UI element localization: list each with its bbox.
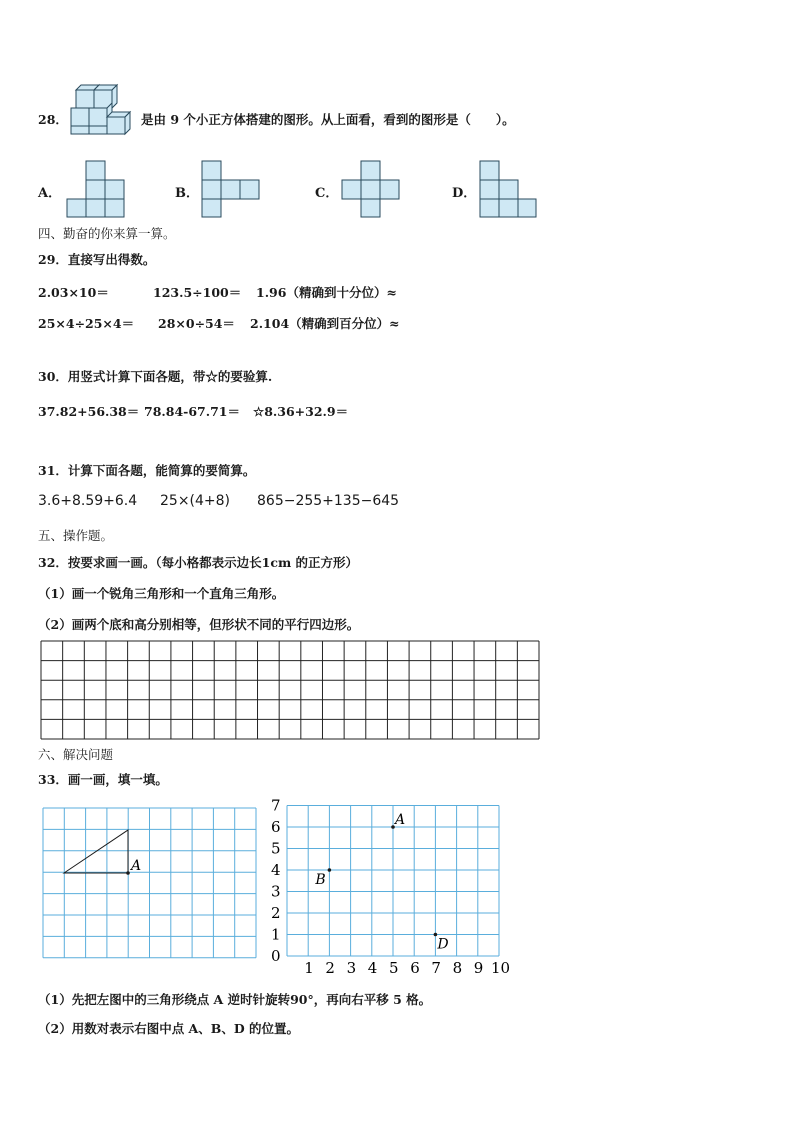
y-tick-label: 6 xyxy=(271,818,281,836)
x-tick-label: 7 xyxy=(431,959,441,977)
y-tick-label: 0 xyxy=(271,947,281,965)
q28-question: 是由 9 个小正方体搭建的图形。从上面看，看到的图形是（ ）。 xyxy=(141,112,515,127)
q30-title: 30．用竖式计算下面各题，带☆的要验算. xyxy=(38,369,273,384)
option-a-label[interactable]: A． xyxy=(38,186,62,201)
q31-item-1: 3.6+8.59+6.4 xyxy=(38,493,138,509)
option-d-figure[interactable] xyxy=(479,160,539,218)
section-5-title: 五、操作题。 xyxy=(38,528,114,543)
y-tick-label: 2 xyxy=(271,904,281,922)
q33-part-1: （1）先把左图中的三角形绕点 A 逆时针旋转90°，再向右平移 5 格。 xyxy=(38,992,432,1007)
q33-title: 33．画一画，填一填。 xyxy=(38,772,168,787)
left-triangle xyxy=(64,830,128,873)
option-d-label[interactable]: D． xyxy=(452,186,477,201)
q29-item-3: 1.96（精确到十分位）≈ xyxy=(256,285,397,300)
y-tick-label: 7 xyxy=(271,796,281,815)
q29-item-2: 123.5÷100＝ xyxy=(153,285,242,300)
x-tick-label: 10 xyxy=(491,959,511,977)
option-c-label[interactable]: C． xyxy=(315,186,339,201)
x-tick-label: 1 xyxy=(304,959,314,977)
y-tick-label: 4 xyxy=(271,861,281,879)
q32-part-2: （2）画两个底和高分别相等，但形状不同的平行四边形。 xyxy=(38,617,360,632)
option-c-figure[interactable] xyxy=(341,160,401,218)
option-b-figure[interactable] xyxy=(201,160,261,218)
q29-item-6: 2.104（精确到百分位）≈ xyxy=(250,316,400,331)
q29-title: 29．直接写出得数。 xyxy=(38,252,156,267)
coord-point-label: D xyxy=(437,936,449,953)
coord-point-label: A xyxy=(395,812,406,828)
option-a-figure[interactable] xyxy=(67,160,127,218)
left-point-a-label: A xyxy=(131,858,142,874)
x-tick-label: 6 xyxy=(410,959,420,977)
x-tick-label: 9 xyxy=(473,959,484,977)
x-tick-label: 4 xyxy=(367,959,378,977)
q30-item-3: ☆8.36+32.9＝ xyxy=(253,404,349,419)
coordinate-grid[interactable] xyxy=(266,796,511,978)
y-tick-label: 3 xyxy=(271,882,281,901)
x-tick-label: 5 xyxy=(389,959,399,977)
y-tick-label: 5 xyxy=(271,839,281,858)
drawing-grid-black[interactable] xyxy=(40,640,540,740)
x-tick-label: 8 xyxy=(452,959,463,977)
x-tick-label: 3 xyxy=(346,959,357,977)
q28-number: 28． xyxy=(38,112,68,127)
q31-item-2: 25×(4+8) xyxy=(160,493,231,509)
q30-item-2: 78.84-67.71＝ xyxy=(144,404,240,419)
x-tick-label: 2 xyxy=(325,959,335,977)
cube-stack-figure xyxy=(68,84,140,134)
left-point-a xyxy=(126,871,130,875)
section-6-title: 六、解决问题 xyxy=(38,747,114,762)
coord-point-label: B xyxy=(315,872,326,888)
q29-item-4: 25×4÷25×4＝ xyxy=(38,316,135,331)
q33-part-2: （2）用数对表示右图中点 A、B、D 的位置。 xyxy=(38,1021,300,1036)
section-4-title: 四、勤奋的你来算一算。 xyxy=(38,226,176,241)
left-blue-grid[interactable] xyxy=(43,808,263,968)
option-b-label[interactable]: B． xyxy=(175,186,199,201)
q29-item-5: 28×0÷54＝ xyxy=(158,316,235,331)
q31-title: 31．计算下面各题，能简算的要简算。 xyxy=(38,463,256,478)
y-tick-label: 1 xyxy=(271,925,281,944)
q32-part-1: （1）画一个锐角三角形和一个直角三角形。 xyxy=(38,586,285,601)
q32-title: 32．按要求画一画。（每小格都表示边长1cm 的正方形） xyxy=(38,555,359,570)
coord-point xyxy=(328,868,332,872)
q31-item-3: 865−255+135−645 xyxy=(257,493,400,509)
q30-item-1: 37.82+56.38＝ xyxy=(38,404,140,419)
q29-item-1: 2.03×10＝ xyxy=(38,285,109,300)
